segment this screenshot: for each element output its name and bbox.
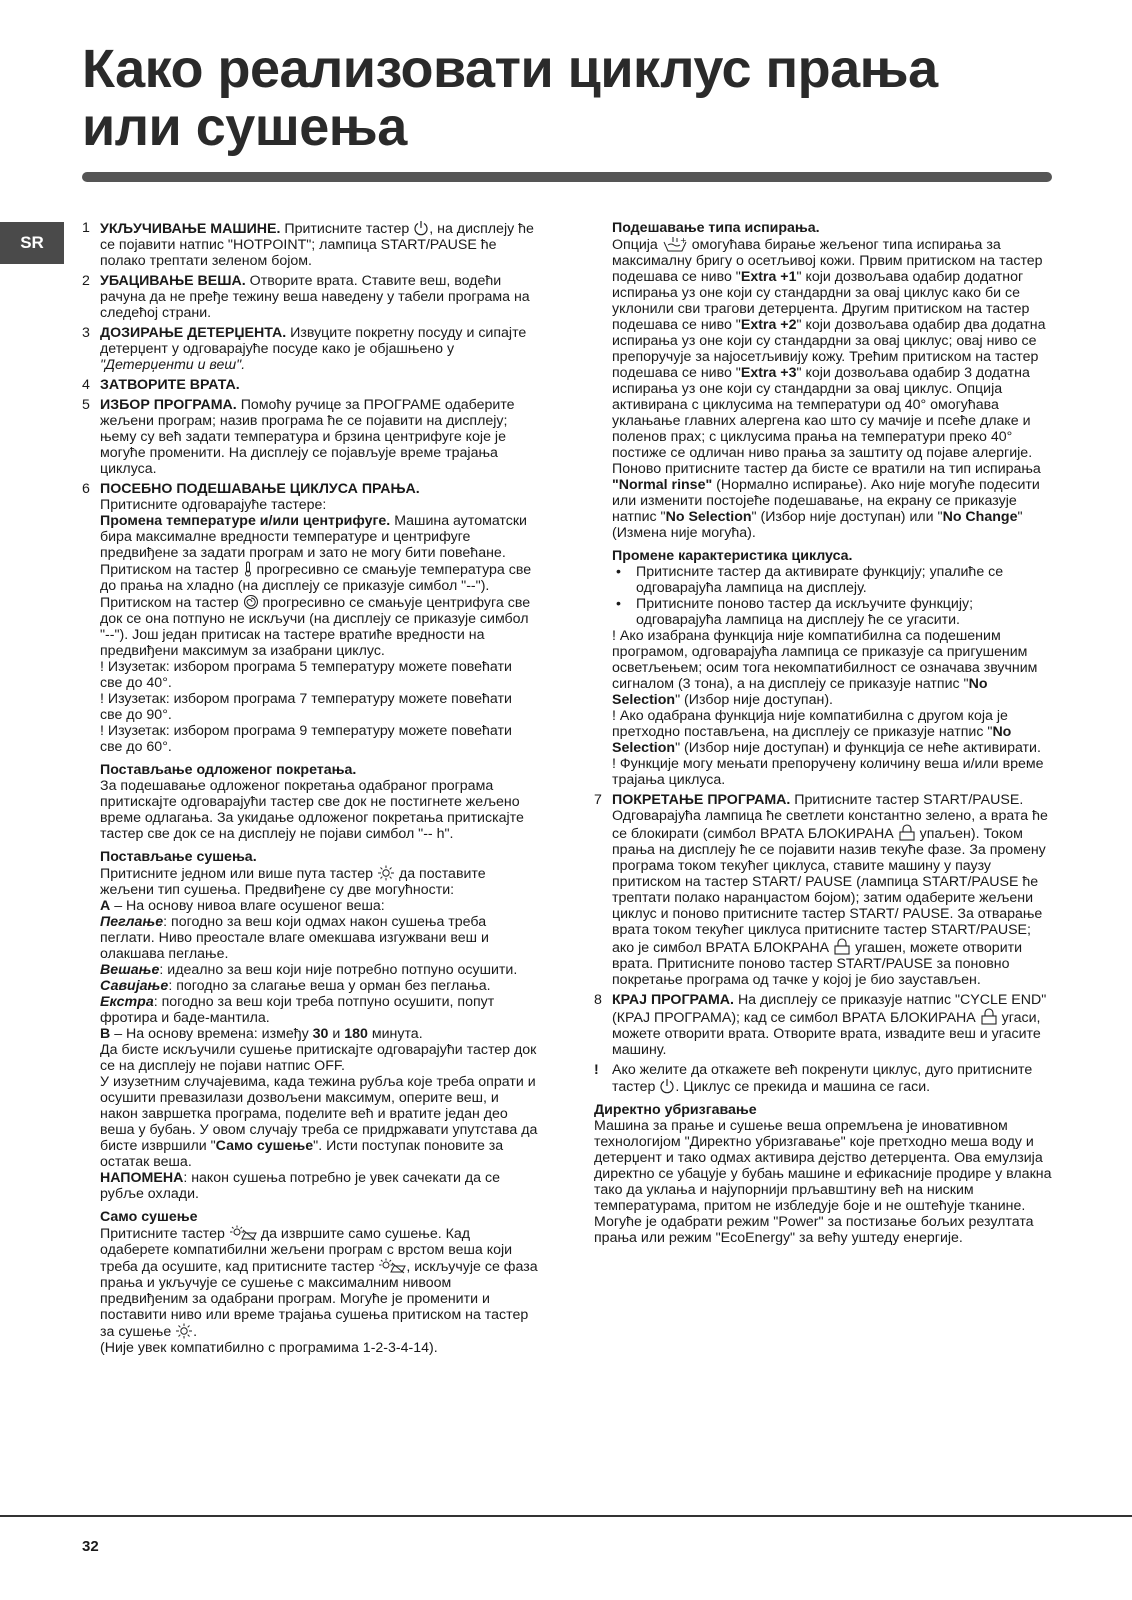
page-title: Како реализовати циклус прања или сушења — [82, 39, 938, 157]
spin-icon — [243, 594, 259, 610]
step-7-heading: ПОКРЕТАЊЕ ПРОГРАМА. — [612, 792, 791, 808]
cycle-changes-heading: Промене карактеристика циклуса. — [612, 548, 853, 564]
dry-only-heading: Само сушење — [100, 1209, 198, 1225]
direct-injection-heading: Директно убризгавање — [594, 1102, 757, 1118]
title-divider — [82, 172, 1052, 182]
step-6: 6 ПОСЕБНО ПОДЕШАВАЊЕ ЦИКЛУСА ПРАЊА. — [82, 481, 420, 497]
language-tab: SR — [0, 222, 64, 264]
step-1-heading: УКЉУЧИВАЊЕ МАШИНЕ. — [100, 221, 281, 237]
power-button-icon — [413, 220, 429, 236]
right-column: Подешавање типа испирања. Опција + омогућава бирање жељеног типа испирања за максималну бригу о осетљивој кожи. Првим притиском на тастер подешава се ниво "Extra +1" који дозвољава одабир додатног испирања уз оне који су стандардни за овај циклус како би се уклонили сви трагови детерџента. Другим притиском на тастер подешава се ниво "Extra +2" који дозвољава одабир два додатна испирања уз оне који су стандардни за овај циклус; овај ниво се препоручује за најосетљивију кожу. Трећим притиском на тастер подешава се ниво "Extra +3" који дозвољава одабир 3 додатна испирања уз оне који су стандардни за овај циклус. Опција активирана с циклусима на температури од 40° омогућава уклањање главних алергена као што су мачије и псеће длаке и поленов прах; с циклусима прања на температури преко 40° постиже се одличан ниво прања за заштиту од појаве алергије. Поново притисните тастер да бисте се вратили на тип испирања "Normal rinse" (Нормално испирање). Ако није могуће подесити или изменити постојеће подешавање, на екрану се приказује натпис "No Selection" (Избор није доступан) или "No Change" (Измена није могућа). Промене карактеристика циклуса. • Притисните тастер да активирате функцију; упалиће се одговарајућа лампица на дисплеју. • Притисните поново тастер да искључите функцију; одговарајућа лампица на дисплеју ће се угасити. ! Ако изабрана функција није компатибилна са подешеним програмом, одговарајућа лампица се приказује са пригушеним осветљењем; осим тога некомпатибилност се означава звучним сигналом (3 тона), а на дисплеју се приказује натпис "No Selection" (Избор није доступан). ! Ако одабрана функција није компатибилна с другом која је претходно постављена, на дисплеју се приказује натпис "No Selection" (Избор није доступан) и функција се неће активирати. ! Функције могу мењати препоручену количину веша и/или време трајања циклуса. 7 ПОКРЕТАЊЕ ПРОГРАМА. Притисните тастер START/PAUSE. Одговарајућа лампица ће светлети константно зелено, а врата ће се блокирати (симбол ВРАТА БЛОКИРАНА упаљен). Током прања на дисплеју ће се појавити назив текуће фазе. За промену програма током текућег циклуса, ставите машину у паузу притиском на тастер START/ PAUSE (лампица START/PAUSE ће трептати полако наранџастом бојом); затим одаберите жељени циклус и поново притисните тастер START/ PAUSE. За отварање врата током текућег циклуса притисните тастер START/PAUSE; ако је симбол ВРАТА БЛОКРАНА угашен, можете отворити врата. Притисните поново тастер START/PAUSE за поновно покретање програма од тачке у којој је био заустављен. 8 КРАЈ ПРОГРАМА. На дисплеју се приказује натпис "CYCLE END" (КРАЈ ПРОГРАМА); кад се симбол ВРАТА БЛОКИРАНА угаси, можете отворити врата. Отворите врата, извадите веш и угасите машину. ! Ако желите да откажете већ покренути циклус, дуго притисните тастер . Циклус се прекида и машина се гаси. Директно убризгавање Машина за прање и сушење веша опремљена је иновативном технологијом "Директно убризгавање" које претходно меша воду и детерџент и тако одмах активира дејство детерџента. Ова емулзија директно се убацује у бубањ машине и ефикасније продире у влакна тако да уклања и најупорнији прљавштину већ на ниским температурама, притом не избледује боје и не оштећује тканине. Могуће је одабрати режим "Power" за постизање бољих резултата прања или режим "EcoEnergy" за већу уштеду енергије. — [594, 220, 1056, 1246]
dry-only-icon — [378, 1258, 406, 1274]
sun-dry-icon — [175, 1323, 193, 1339]
rinse-type-icon — [662, 236, 688, 252]
step-8-heading: КРАЈ ПРОГРАМА. — [612, 992, 734, 1008]
cancel-note: ! Ако желите да откажете већ покренути циклус, дуго притисните тастер . Циклус се прекида и машина се гаси. — [594, 1062, 1033, 1095]
step-3: 3 ДОЗИРАЊЕ ДЕТЕРЏЕНТА. Извуците покретну посуду и сипајте детерџент у одговарајуће посуде како је објашњено у "Детерџенти и веш". — [82, 325, 527, 373]
door-lock-icon — [980, 1008, 998, 1025]
dry-only-icon — [229, 1225, 257, 1241]
exclamation-icon: ! — [594, 1062, 599, 1078]
temp-spin-heading: Промена температуре и/или центрифуге. — [100, 513, 391, 529]
thermometer-icon — [243, 561, 253, 577]
step-3-heading: ДОЗИРАЊЕ ДЕТЕРЏЕНТА. — [100, 325, 287, 341]
rinse-heading: Подешавање типа испирања. — [612, 220, 820, 236]
power-button-icon — [659, 1078, 675, 1094]
sun-dry-icon — [377, 865, 395, 881]
list-item: • Притисните тастер да активирате функцију; упалиће се одговарајућа лампица на дисплеју. — [616, 564, 1004, 596]
list-item: • Притисните поново тастер да искључите функцију; одговарајућа лампица на дисплеју ће се угасити. — [616, 596, 974, 628]
step-6-body: Притисните одговарајуће тастере: Промена температуре и/или центрифуге. Машина аутоматски бира максималне вредности температуре и центрифуге предвиђене за задати програм и зато не могу бити повећане. Притиском на тастер прогресивно се смањује температура све до прања на хладно (на дисплеју се приказује симбол "--"). Притиском на тастер прогресивно се смањује центрифуга све док се она потпуно не искључи (на дисплеју се приказује симбол "--"). Још један притисак на тастере вратиће вредности на предвиђени максимум за изабрани циклус. ! Изузетак: избором програма 5 температуру можете повећати све до 40°. ! Изузетак: избором програма 7 температуру можете повећати све до 90°. ! Изузетак: избором програма 9 температуру можете повећати све до 60°. Постављање одложеног покретања. За подешавање одложеног покретања одабраног програма притискајте одговарајући тастер све док не постигнете жељено време одлагања. За укидање одложеног покретања притискајте тастер све док се на дисплеју не појави симбол "-- h". Постављање сушења. Притисните једном или више пута тастер да поставите жељени тип сушења. Предвиђене су две могућности: А – На основу нивоа влаге осушеног веша: Пеглање: погодно за веш који одмах након сушења треба пеглати. Ниво преостале влаге омекшава изгужвани веш и олакшава пеглање. Вешање: идеално за веш који није потребно потпуно осушити. Савијање: погодно за слагање веша у орман без пеглања. Екстра: погодно за веш који треба потпуно осушити, попут фротира и баде-мантила. B – На основу времена: између 30 и 180 минута. Да бисте искључили сушење притискајте одговарајући тастер док се на дисплеју не појави натпис OFF. У изузетним случајевима, када тежина рубља које треба опрати и осушити превазилази дозвољени максимум, оперите веш, и након завршетка програма, поделите већ и вратите један део веша у бубањ. У овом случају треба се придржавати упутстава да бисте извршили "Само сушење". Исти поступак поновите за остатак веша. НАПОМЕНА: након сушења потребно је увек сачекати да се рубље охлади. Само сушење Притисните тастер да извршите само сушење. Кад одаберете компатибилни жељени програм с врстом веша који треба да осушите, кад притисните тастер , искључује се фаза прања и укључује се сушење с максималним нивоом предвиђеним за одабрани програм. Могуће је променити и поставити ниво или време трајања сушења притиском на тастер за сушење . (Није увек компатибилно с програмима 1-2-3-4-14). — [100, 497, 538, 1356]
step-2-heading: УБАЦИВАЊЕ ВЕША. — [100, 273, 246, 289]
step-4-heading: ЗАТВОРИТЕ ВРАТА. — [100, 377, 240, 393]
left-column — [82, 220, 538, 1356]
rinse-section: Подешавање типа испирања. Опција + омогућава бирање жељеног типа испирања за максималну бригу о осетљивој кожи. Првим притиском на тастер подешава се ниво "Extra +1" који дозвољава одабир додатног испирања уз оне који су стандардни за овај циклус како би се уклонили сви трагови детерџента. Другим притиском на тастер подешава се ниво "Extra +2" који дозвољава одабир два додатна испирања уз оне који су стандардни за овај циклус; овај ниво се препоручује за најосетљивију кожу. Трећим притиском на тастер подешава се ниво "Extra +3" који дозвољава одабир 3 додатна испирања уз оне који су стандардни за овај циклус. Опција активирана с циклусима на температури од 40° омогућава уклањање главних алергена као што су мачије и псеће длаке и поленов прах; с циклусима прања на температури преко 40° постиже се одличан ниво прања за заштиту од појаве алергије. Поново притисните тастер да бисте се вратили на тип испирања "Normal rinse" (Нормално испирање). Ако није могуће подесити или изменити постојеће подешавање, на екрану се приказује натпис "No Selection" (Избор није доступан) или "No Change" (Измена није могућа). Промене карактеристика циклуса. • Притисните тастер да активирате функцију; упалиће се одговарајућа лампица на дисплеју. • Притисните поново тастер да искључите функцију; одговарајућа лампица на дисплеју ће се угасити. ! Ако изабрана функција није компатибилна са подешеним програмом, одговарајућа лампица се приказује са пригушеним осветљењем; осим тога некомпатибилност се означава звучним сигналом (3 тона), а на дисплеју се приказује натпис "No Selection" (Избор није доступан). ! Ако одабрана функција није компатибилна с другом која је претходно постављена, на дисплеју се приказује натпис "No Selection" (Избор није доступан) и функција се неће активирати. ! Функције могу мењати препоручену количину веша и/или време трајања циклуса. — [594, 220, 1056, 788]
door-lock-icon — [898, 824, 916, 841]
step-2: 2 УБАЦИВАЊЕ ВЕША. Отворите врата. Ставите веш, водећи рачуна да не пређе тежину веша наведену у табели програма на следећој страни. — [82, 273, 530, 321]
step-8: 8 КРАЈ ПРОГРАМА. На дисплеју се приказује натпис "CYCLE END" (КРАЈ ПРОГРАМА); кад се симбол ВРАТА БЛОКИРАНА угаси, можете отворити врата. Отворите врата, извадите веш и угасите машину. — [594, 992, 1047, 1058]
door-lock-icon — [833, 938, 851, 955]
delay-heading: Постављање одложеног покретања. — [100, 762, 357, 778]
step-6-heading: ПОСЕБНО ПОДЕШАВАЊЕ ЦИКЛУСА ПРАЊА. — [100, 481, 420, 497]
step-5: 5 ИЗБОР ПРОГРАМА. Помоћу ручице за ПРОГРАМЕ одаберите жељени програм; назив програма ће се појавити на дисплеју; њему су већ задати температура и брзина центрифуге које је могуће променити. На дисплеју се појављује време трајања циклуса. — [82, 397, 515, 477]
svg-text:+: + — [679, 236, 687, 245]
step-4: 4 ЗАТВОРИТЕ ВРАТА. — [82, 377, 240, 393]
footer-divider — [0, 1515, 1132, 1517]
drying-heading: Постављање сушења. — [100, 849, 257, 865]
step-7: 7 ПОКРЕТАЊЕ ПРОГРАМА. Притисните тастер START/PAUSE. Одговарајућа лампица ће светлети константно зелено, а врата ће се блокирати (симбол ВРАТА БЛОКИРАНА упаљен). Током прања на дисплеју ће се појавити назив текуће фазе. За промену програма током текућег циклуса, ставите машину у паузу притиском на тастер START/ PAUSE (лампица START/PAUSE ће трептати полако наранџастом бојом); затим одаберите жељени циклус и поново притисните тастер START/ PAUSE. За отварање врата током текућег циклуса притисните тастер START/PAUSE; ако је симбол ВРАТА БЛОКРАНА угашен, можете отворити врата. Притисните поново тастер START/PAUSE за поновно покретање програма од тачке у којој је био заустављен. — [594, 792, 1048, 988]
step-1: 1 УКЉУЧИВАЊЕ МАШИНЕ. Притисните тастер , на дисплеју ће се појавити натпис "HOTPOINT"; лампица START/PAUSE ће полако трептати зеленом бојом. — [82, 220, 534, 269]
step-5-heading: ИЗБОР ПРОГРАМА. — [100, 397, 237, 413]
page-number: 32 — [82, 1538, 99, 1555]
